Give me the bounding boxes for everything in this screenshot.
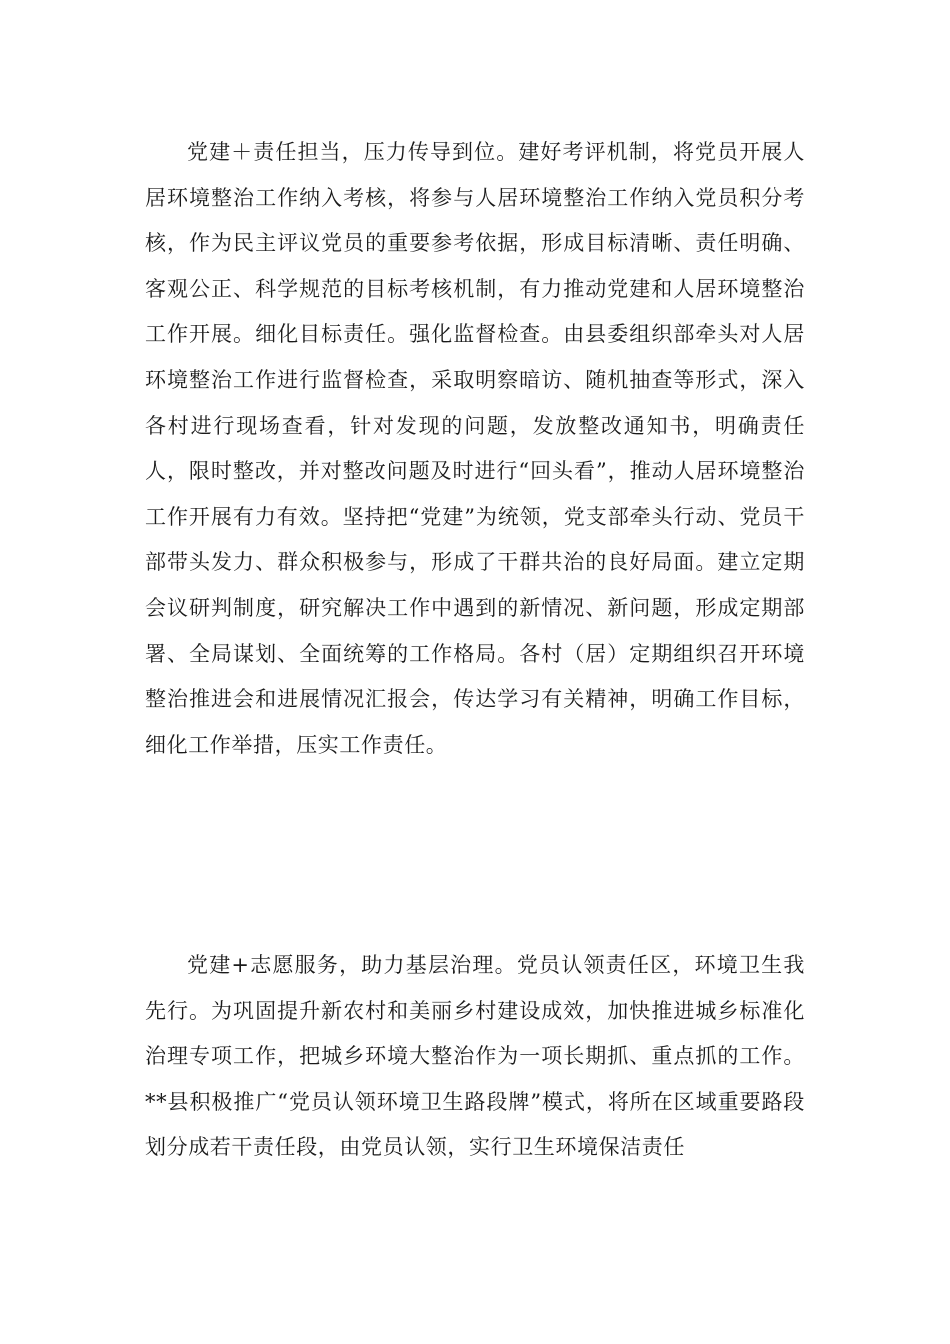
body-paragraph-party-responsibility: 党建＋责任担当，压力传导到位。建好考评机制，将党员开展人居环境整治工作纳入考核，将参与人居环境整治工作纳入党员积分考核，作为民主评议党员的重要参考依据，形成目标清晰、责任明确、客观公正、科学规范的目标考核机制，有力推动党建和人居环境整治工作开展。细化目标责任。强化监督检查。由县委组织部牵头对人居环境整治工作进行监督检查，采取明察暗访、随机抽查等形式，深入各村进行现场查看，针对发现的问题，发放整改通知书，明确责任人，限时整改，并对整改问题及时进行“回头看”，推动人居环境整治工作开展有力有效。坚持把“党建”为统领，党支部牵头行动、党员干部带头发力、群众积极参与，形成了干群共治的良好局面。建立定期会议研判制度，研究解决工作中遇到的新情况、新问题，形成定期部署、全局谋划、全面统筹的工作格局。各村（居）定期组织召开环境整治推进会和进展情况汇报会，传达学习有关精神，明确工作目标，细化工作举措，压实工作责任。 (145, 140, 805, 757)
body-paragraph-volunteer-service: 党建+志愿服务，助力基层治理。党员认领责任区，环境卫生我先行。为巩固提升新农村和美丽乡村建设成效，加快推进城乡标准化治理专项工作，把城乡环境大整治作为一项长期抓、重点抓的工作。**县积极推广“党员认领环境卫生路段牌”模式，将所在区域重要路段划分成若干责任段，由党员认领，实行卫生环境保洁责任 (145, 953, 805, 1160)
